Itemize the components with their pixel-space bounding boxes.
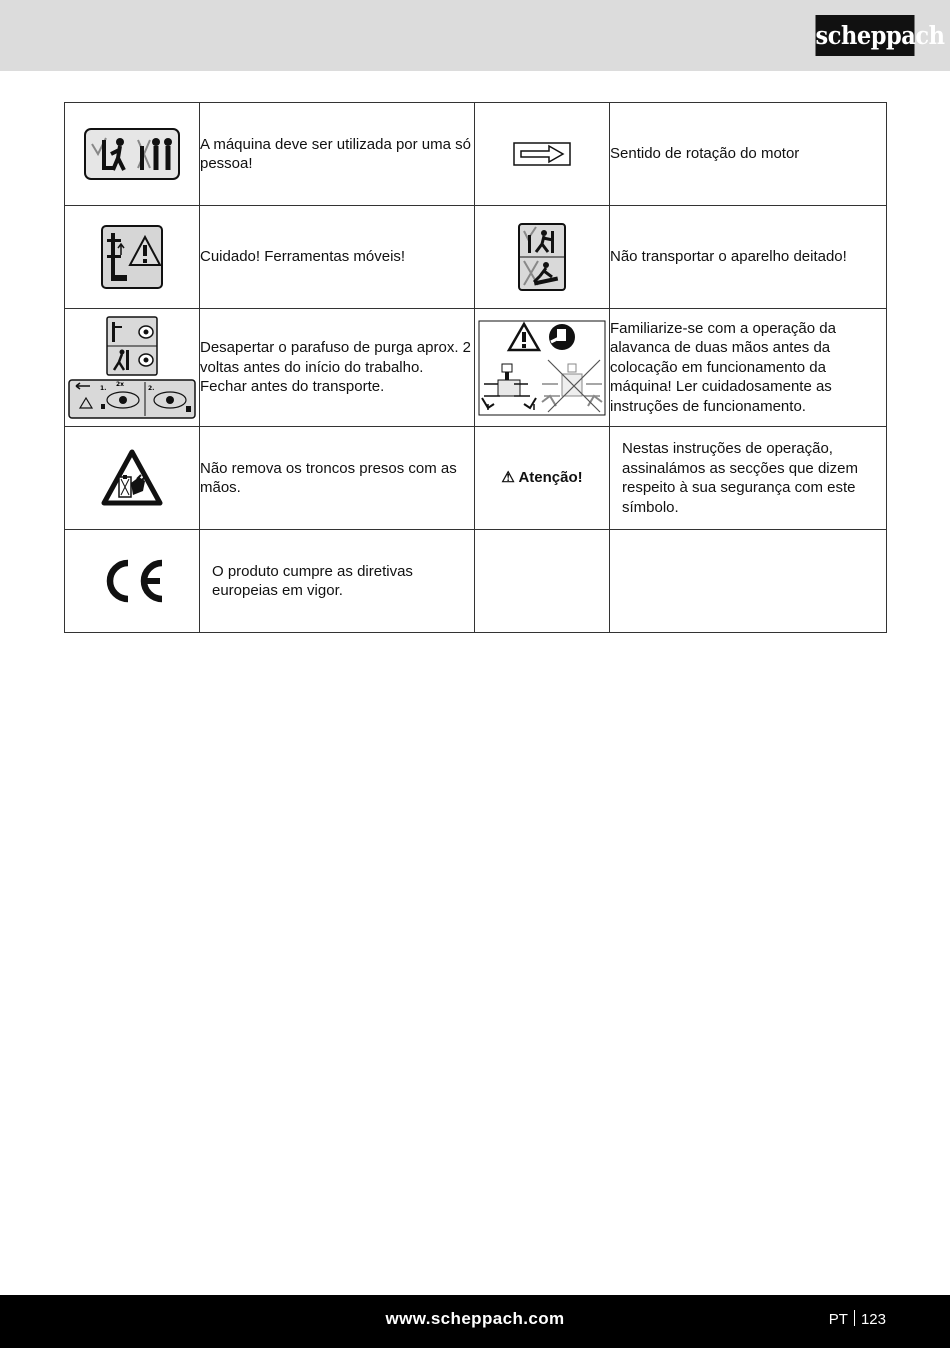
- symbol-description: A máquina deve ser utilizada por uma só pessoa!: [200, 103, 475, 206]
- table-row: [65, 530, 887, 633]
- svg-text:2.: 2.: [148, 384, 155, 392]
- symbol-cell: [475, 206, 610, 309]
- symbol-cell: [475, 103, 610, 206]
- no-transport-lying-icon: [518, 223, 566, 291]
- empty-cell: [610, 530, 887, 633]
- symbol-cell: [65, 530, 200, 633]
- symbol-description: Não transportar o aparelho deitado!: [610, 206, 887, 309]
- table-row: [65, 309, 887, 427]
- ce-mark-icon: [99, 557, 165, 605]
- table-row: [65, 427, 887, 530]
- moving-tools-warning-icon: [101, 225, 163, 289]
- symbol-description: O produto cumpre as diretivas europeias em vigor.: [200, 530, 475, 633]
- svg-text:2x: 2x: [116, 380, 125, 388]
- language-code: PT: [828, 1311, 848, 1328]
- separator: [854, 1310, 855, 1326]
- bleed-screw-icon: [68, 316, 196, 420]
- empty-cell: [475, 530, 610, 633]
- symbol-description: Nestas instruções de operação, assinalámos as secções que dizem respeito à sua segurança com este símbolo.: [610, 427, 887, 530]
- page-info: [829, 1310, 886, 1328]
- attention-label: Atenção!: [518, 469, 583, 487]
- symbol-cell: [65, 206, 200, 309]
- symbol-cell: [65, 309, 200, 427]
- rotation-direction-arrow-icon: [513, 142, 571, 166]
- symbol-description: Cuidado! Ferramentas móveis!: [200, 206, 475, 309]
- symbol-cell: [65, 103, 200, 206]
- safety-symbols-table: [64, 102, 887, 633]
- one-person-only-icon: [84, 128, 180, 180]
- website-link[interactable]: www.scheppach.com: [385, 1309, 565, 1328]
- table-row: [65, 206, 887, 309]
- symbol-description: Não remova os troncos presos com as mãos.: [200, 427, 475, 530]
- two-hand-lever-icon: [478, 320, 606, 416]
- brand-logo: scheppach: [816, 15, 915, 56]
- symbol-description: Sentido de rotação do motor: [610, 103, 887, 206]
- symbol-cell: [475, 427, 610, 530]
- symbol-cell: [65, 427, 200, 530]
- page-number: 123: [860, 1311, 886, 1328]
- table-row: [65, 103, 887, 206]
- hand-crush-warning-icon: [101, 449, 163, 507]
- svg-text:1.: 1.: [100, 384, 107, 392]
- warning-triangle-icon: ⚠: [501, 469, 515, 487]
- symbol-cell: [475, 309, 610, 427]
- symbol-description: Familiarize-se com a operação da alavanca de duas mãos antes da colocação em funcionamento da máquina! Ler cuidadosamente as instruções de funcionamento.: [610, 309, 887, 427]
- symbol-description: Desapertar o parafuso de purga aprox. 2 voltas antes do início do trabalho. Fechar antes do transporte.: [200, 309, 475, 427]
- page-footer: [0, 1295, 950, 1348]
- page-header: [0, 0, 950, 71]
